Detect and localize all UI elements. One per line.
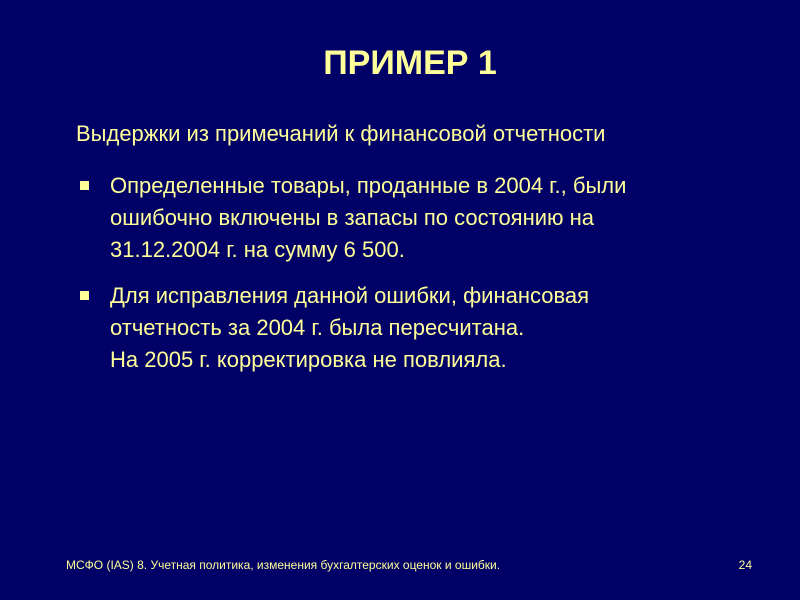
intro-text: Выдержки из примечаний к финансовой отчетности — [76, 121, 606, 146]
bullet-item — [76, 170, 756, 266]
bullet-line: 31.12.2004 г. на сумму 6 500. — [110, 237, 405, 262]
page-number: 24 — [738, 558, 752, 572]
slide-title: ПРИМЕР 1 — [323, 44, 497, 82]
bullet-item — [76, 280, 756, 376]
bullet-line: На 2005 г. корректировка не повлияла. — [110, 347, 507, 372]
square-bullet-icon — [80, 181, 89, 190]
footer-text: МСФО (IAS) 8. Учетная политика, изменения бухгалтерских оценок и ошибки. — [66, 558, 501, 572]
square-bullet-icon — [80, 291, 89, 300]
bullet-line: отчетность за 2004 г. была пересчитана. — [110, 315, 525, 340]
bullet-line: ошибочно включены в запасы по состоянию на — [110, 205, 595, 230]
bullet-list — [76, 170, 756, 390]
bullet-line: Определенные товары, проданные в 2004 г., были — [110, 173, 627, 198]
bullet-line: Для исправления данной ошибки, финансовая — [110, 283, 590, 308]
